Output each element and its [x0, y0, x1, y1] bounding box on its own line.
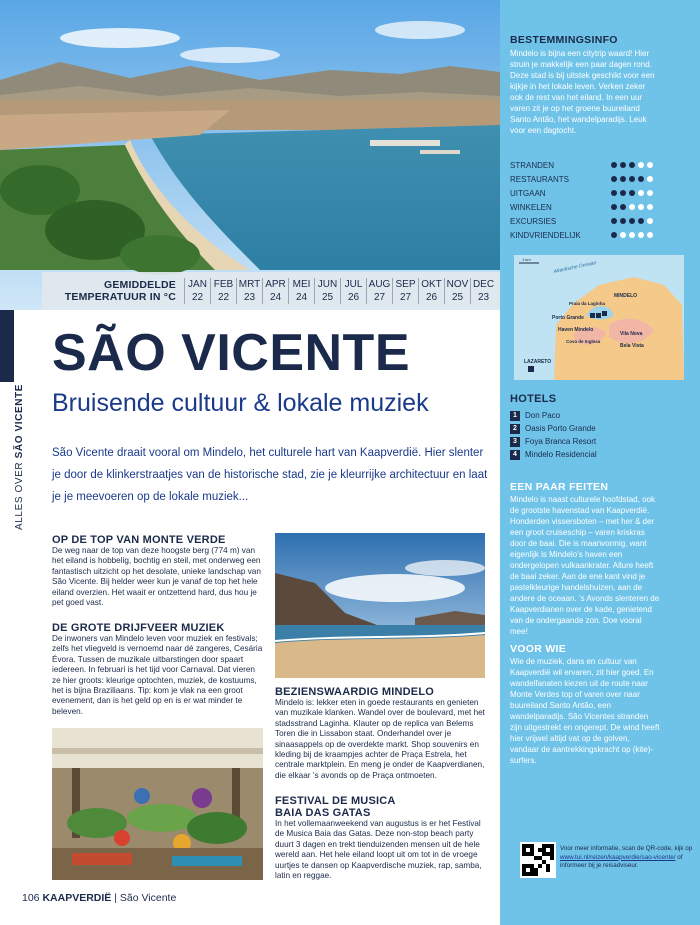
rating-label: STRANDEN	[510, 160, 555, 170]
month-temperature: 23	[243, 292, 256, 303]
article-heading-line2: BAIA DAS GATAS	[275, 807, 371, 819]
temperature-month	[236, 278, 262, 304]
temperature-month	[470, 278, 496, 304]
rating-dot	[611, 218, 617, 224]
hotel-row	[510, 409, 658, 422]
rating-row	[510, 158, 653, 172]
map-scale-label: 1 km	[522, 257, 531, 262]
map-place-porto-grande: Porto Grande	[552, 315, 584, 321]
map-ocean-label: Atlantische Oceaan	[553, 260, 597, 275]
hotel-number: 1	[510, 411, 520, 421]
article-text: De weg naar de top van deze hoogste berg (774 m) van het eiland is hobbelig, bochtig en steil, met onderweg een fantastisch uitzicht op het desolate, unieke landschap van São Vicente. Bij helder weer kun je vanaf de top het hele eiland overzien. Het waait er ontzettend hard, dus hou je pet goed vast.	[52, 546, 261, 608]
rating-label: WINKELEN	[510, 202, 552, 212]
rating-dot	[638, 176, 644, 182]
month-label: NOV	[446, 279, 469, 290]
month-label: FEB	[213, 279, 234, 290]
temperature-month	[340, 278, 366, 304]
temperature-month	[418, 278, 444, 304]
map-place-lazareto: LAZARETO	[524, 359, 552, 365]
qr-code[interactable]	[520, 842, 556, 878]
ratings-list	[510, 158, 653, 242]
hotel-row	[510, 448, 658, 461]
rating-dot	[647, 190, 653, 196]
hero-photo-mindelo-bay	[0, 0, 500, 310]
rating-row	[510, 172, 653, 186]
rating-dot	[638, 232, 644, 238]
rating-dots	[611, 218, 653, 224]
map-marker-3	[528, 366, 534, 372]
article-heading: OP DE TOP VAN MONTE VERDE	[52, 534, 226, 546]
hotels-heading: HOTELS	[510, 393, 557, 405]
destination-info	[510, 34, 658, 136]
month-label: AUG	[368, 279, 391, 290]
tui-link[interactable]: www.tui.nl/reizen/kaapverdie/sao-vicente/	[560, 853, 676, 861]
article-drijfveer	[52, 622, 264, 717]
info-sidebar	[500, 0, 700, 925]
rating-dots	[611, 176, 653, 182]
map-place-cova: Cova de Inglesa	[566, 339, 601, 344]
month-label: DEC	[472, 279, 495, 290]
rating-dot	[620, 204, 626, 210]
rating-dot	[611, 162, 617, 168]
month-label: SEP	[395, 279, 416, 290]
rating-dot	[629, 162, 635, 168]
rating-dot	[647, 176, 653, 182]
article-monte-verde	[52, 534, 264, 608]
temperature-month	[366, 278, 392, 304]
month-label: OKT	[421, 279, 442, 290]
facts-heading: EEN PAAR FEITEN	[510, 481, 609, 493]
footer-section: KAAPVERDIË	[42, 892, 112, 904]
rating-dot	[629, 176, 635, 182]
month-label: MRT	[238, 279, 261, 290]
rating-dot	[611, 232, 617, 238]
month-temperature: 24	[269, 292, 282, 303]
qr-info-text: Voor meer informatie, scan de QR-code, kijk op www.tui.nl/reizen/kaapverdie/sao-vicente/ of informeer bij je reisadviseur.	[560, 845, 693, 869]
hotel-name: Don Paco	[525, 411, 561, 420]
map-marker-2	[602, 311, 607, 316]
article-text: In het vollemaanweekend van augustus is er het Festival de Musica Baia das Gatas. Deze non-stop beach party duurt 3 dagen en trekt tienduizenden mensen uit de hele wereld aan. Het hele eiland loopt uit om tot in de vroege uurtjes te dansen op Kaapverdische muziek, rap, samba, latin en reggae.	[275, 819, 482, 881]
month-temperature: 27	[399, 292, 412, 303]
hotel-row	[510, 422, 658, 435]
hotels-list	[510, 393, 658, 461]
rating-dot	[629, 232, 635, 238]
temperature-label: GEMIDDELDE TEMPERATUUR IN °C	[64, 279, 176, 303]
facts-text: Mindelo is naast culturele hoofdstad, ook de grootste havenstad van Kaapverdië. Honderden vissersboten – met her & der een groot cruiseschip – varen kriskras door de baai. Die is maanvormig, want eigenlijk is Mindelo’s haven een ondergelopen vulkaankrater. Allure heeft de baai zeker. Aan de ene kant vind je pastelkleurige handelshuizen, aan de andere de oceaan. ’s Avonds slenteren de Kaapverdianen over de kade, genietend van de ondergaande zon. Doe vooral mee!	[510, 495, 660, 636]
map-place-haven: Haven Mindelo	[558, 327, 594, 333]
beach-photo	[275, 533, 485, 678]
rating-dot	[647, 162, 653, 168]
rating-dot	[647, 204, 653, 210]
rating-dot	[611, 204, 617, 210]
rating-dot	[620, 162, 626, 168]
page-number: 106	[22, 892, 40, 904]
rating-dot	[629, 204, 635, 210]
month-temperature: 26	[425, 292, 438, 303]
month-label: JUL	[344, 279, 363, 290]
month-label: APR	[265, 279, 286, 290]
article-mindelo	[275, 686, 485, 781]
rating-dot	[620, 232, 626, 238]
rating-row	[510, 214, 653, 228]
side-tab-marker	[0, 310, 14, 382]
rating-label: EXCURSIES	[510, 216, 557, 226]
rating-dot	[629, 218, 635, 224]
who-text: Wie de muziek, dans en cultuur van Kaapverdië wil ervaren, zit hier goed. En wandelfanaten kiezen uit de route naar Monte Verdes top of varen over naar buureiland Santo Antão, een wandelparadijs. São Vicentes stranden zijn uitgestrekt en ongerept. De wind heeft hier vrijwel altijd vat op de golven, vandaar de aantrekkingskracht op (kite)-surfers.	[510, 657, 660, 765]
rating-dot	[638, 218, 644, 224]
month-label: JAN	[188, 279, 207, 290]
month-temperature: 24	[295, 292, 308, 303]
temperature-month	[210, 278, 236, 304]
temperature-month	[288, 278, 314, 304]
hotel-name: Mindelo Residencial	[525, 450, 597, 459]
rating-dots	[611, 232, 653, 238]
page-footer: 106 KAAPVERDIË | São Vicente	[22, 892, 177, 904]
rating-dot	[611, 176, 617, 182]
who-box	[510, 643, 660, 766]
footer-place: São Vicente	[119, 892, 177, 904]
article-heading: DE GROTE DRIJFVEER MUZIEK	[52, 622, 225, 634]
month-temperature: 23	[477, 292, 490, 303]
side-tab-label: ALLES OVER SÃO VICENTE	[14, 383, 25, 530]
month-label: MEI	[292, 279, 311, 290]
rating-label: RESTAURANTS	[510, 174, 569, 184]
article-heading: BEZIENSWAARDIG MINDELO	[275, 686, 435, 698]
temperature-strip	[42, 272, 500, 310]
rating-dots	[611, 162, 653, 168]
temperature-month	[444, 278, 470, 304]
rating-dot	[638, 162, 644, 168]
rating-row	[510, 200, 653, 214]
month-temperature: 22	[191, 292, 204, 303]
hotel-name: Foya Branca Resort	[525, 437, 597, 446]
market-photo	[52, 728, 263, 880]
hotel-number: 2	[510, 424, 520, 434]
month-temperature: 25	[321, 292, 334, 303]
map-marker-1	[590, 313, 595, 318]
rating-dot	[620, 218, 626, 224]
rating-dot	[638, 190, 644, 196]
hotel-number: 4	[510, 450, 520, 460]
map-place-vila-nova: Vila Nova	[620, 331, 643, 337]
rating-dot	[620, 176, 626, 182]
month-temperature: 27	[373, 292, 386, 303]
destination-info-heading: BESTEMMINGSINFO	[510, 34, 618, 46]
hotel-row	[510, 435, 658, 448]
month-temperature: 25	[451, 292, 464, 303]
rating-label: KINDVRIENDELIJK	[510, 230, 581, 240]
article-text: De inwoners van Mindelo leven voor muziek en festivals; zelfs het vliegveld is vernoemd naar dé zangeres, Cesária Évora. Tussen de muzikale uitbarstingen door spaart iedereen. In februari is het tijd voor Carnaval. Dat vieren ze hier groots: kleurige optochten, muziek, de kostuums, het is bijna Braziliaans. Tip: kom je vlak na een groot evenement, dan is het geld op en is er wat minder te beleven.	[52, 634, 263, 716]
rating-dot	[647, 232, 653, 238]
month-temperature: 26	[347, 292, 360, 303]
page-subtitle: Bruisende cultuur & lokale muziek	[52, 389, 429, 417]
temperature-month	[392, 278, 418, 304]
article-text: Mindelo is: lekker eten in goede restaurants en genieten van muzikale klanken. Wandel over de boulevard, met het stadsstrand Laginha. Klauter op de replica van Belems Toren die in Lissabon staat. Onderhandel over je sinaasappels op de overdekte markt. Shop souvenirs en kleding bij de kraampjes achter de Praça Estrela, het centrale marktplein. En meng je onder de Kaapverdianen, die elkaar ’s avonds op de Praça ontmoeten.	[275, 698, 485, 780]
article-festival	[275, 795, 485, 881]
article-heading-line1: FESTIVAL DE MUSICA	[275, 795, 396, 807]
map-marker-4	[596, 313, 601, 318]
destination-info-text: Mindelo is bijna een citytrip waard! Hier struin je makkelijk een paar dagen rond. Deze stad is bij uitstek geschikt voor een kijkje in het lokale leven. Verken zeker ook de rest van het eiland. In een uur varen zit je op het groene buureiland Santo Antão, het wandelparadijs. Leuk voor een dagtocht.	[510, 49, 655, 135]
temperature-month	[262, 278, 288, 304]
rating-label: UITGAAN	[510, 188, 546, 198]
rating-dots	[611, 204, 653, 210]
who-heading: VOOR WIE	[510, 643, 567, 655]
rating-dot	[611, 190, 617, 196]
month-label: JUN	[317, 279, 338, 290]
facts-box	[510, 481, 660, 637]
rating-dot	[638, 204, 644, 210]
rating-dot	[629, 190, 635, 196]
rating-row	[510, 228, 653, 242]
rating-dot	[647, 218, 653, 224]
temperature-month	[314, 278, 340, 304]
page-title: SÃO VICENTE	[52, 324, 410, 382]
map-place-mindelo: MINDELO	[614, 293, 638, 299]
rating-dot	[620, 190, 626, 196]
island-map	[514, 255, 684, 380]
hotel-number: 3	[510, 437, 520, 447]
temperature-month	[184, 278, 210, 304]
hotel-name: Oasis Porto Grande	[525, 424, 596, 433]
map-place-laginha: Praia da Laginha	[569, 301, 606, 306]
rating-dots	[611, 190, 653, 196]
temperature-months	[184, 272, 496, 310]
month-temperature: 22	[217, 292, 230, 303]
rating-row	[510, 186, 653, 200]
intro-text: São Vicente draait vooral om Mindelo, het culturele hart van Kaapverdië. Hier slenter je door de klinkerstraatjes van de historische stad, zie je kleurrijke architectuur en laat je je meevoeren op de lokale muziek...	[52, 447, 488, 503]
map-place-bela-vista: Bela Vista	[620, 343, 644, 349]
